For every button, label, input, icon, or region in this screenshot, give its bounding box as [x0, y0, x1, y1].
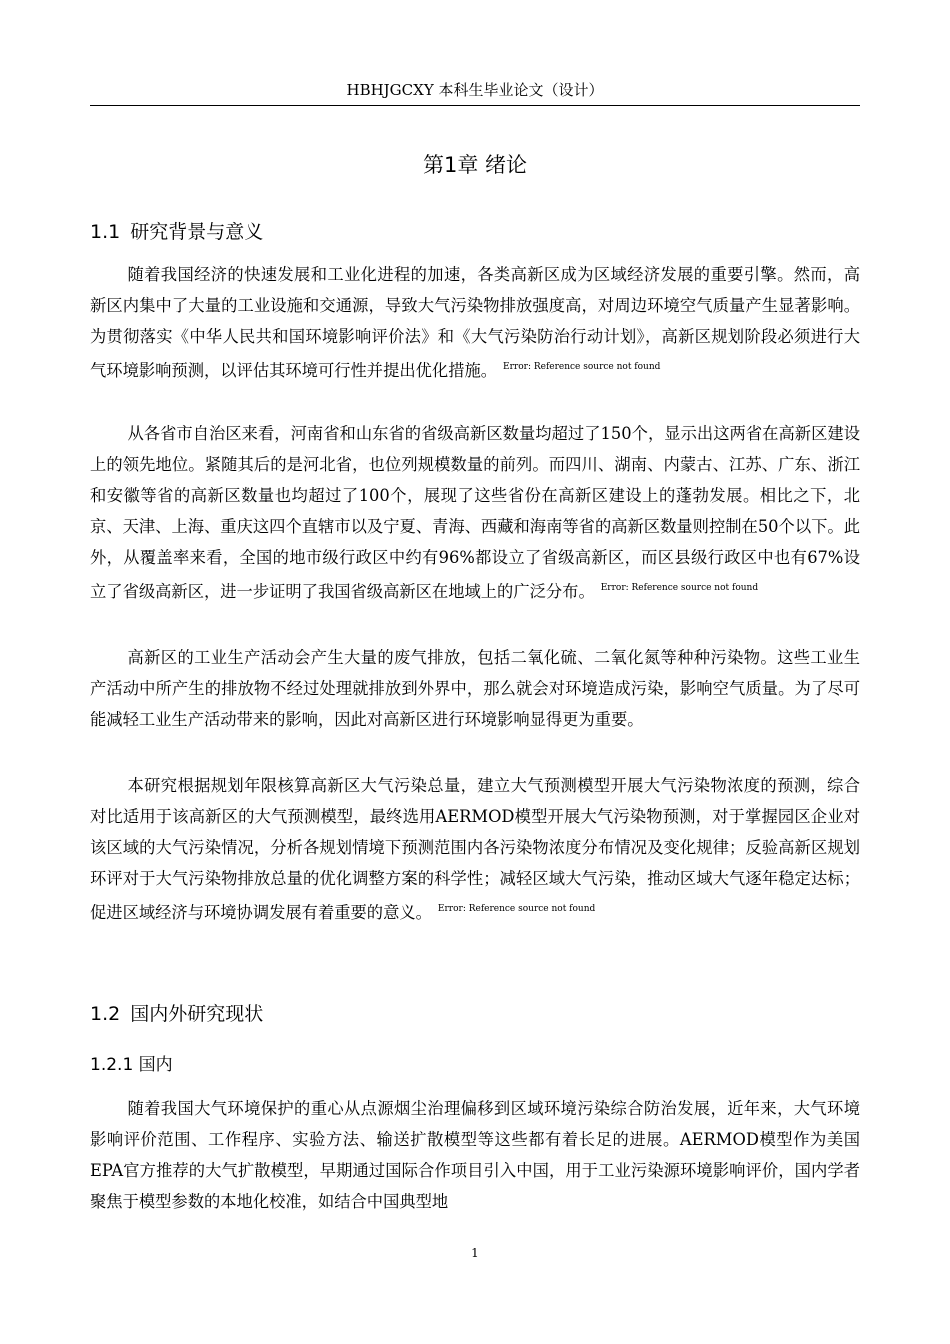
- section-title: 研究背景与意义: [130, 221, 264, 243]
- chapter-title: 第1章 绪论: [422, 153, 528, 177]
- section-heading-1-2: [90, 1000, 263, 1028]
- page-number: 1: [471, 1246, 479, 1260]
- paragraph: [90, 418, 860, 607]
- paragraph-text: 随着我国大气环境保护的重心从点源烟尘治理偏移到区域环境污染综合防治发展，近年来，大气环境影响评价范围、工作程序、实验方法、输送扩散模型等这些都有着长足的进展。AERMOD模型作为美国EPA官方推荐的大气扩散模型，早期通过国际合作项目引入中国，用于工业污染源环境影响评价，国内学者聚焦于模型参数的本地化校准，如结合中国典型地: [90, 1099, 860, 1211]
- subsection-heading-1-2-1: 1.2.1 国内: [90, 1055, 173, 1075]
- reference-error: Error: Reference source not found: [600, 583, 759, 593]
- page-header: HBHJGCXY 本科生毕业论文（设计）: [346, 81, 604, 99]
- section-heading-1-1: [90, 218, 263, 246]
- paragraph-text: 本研究根据规划年限核算高新区大气污染总量，建立大气预测模型开展大气污染物浓度的预测，综合对比适用于该高新区的大气预测模型，最终选用AERMOD模型开展大气污染物预测，对于掌握园区企业对该区域的大气污染情况，分析各规划情境下预测范围内各污染物浓度分布情况及变化规律；反验高新区规划环评对于大气污染物排放总量的优化调整方案的科学性；减轻区域大气污染，推动区域大气逐年稳定达标；促进区域经济与环境协调发展有着重要的意义。: [90, 776, 860, 922]
- paragraph: [90, 642, 860, 735]
- reference-error: Error: Reference source not found: [503, 362, 661, 372]
- reference-error: Error: Reference source not found: [437, 904, 596, 914]
- paragraph: [90, 259, 860, 386]
- paragraph-text: 从各省市自治区来看，河南省和山东省的省级高新区数量均超过了150个，显示出这两省在高新区建设上的领先地位。紧随其后的是河北省，也位列规模数量的前列。而四川、湖南、内蒙古、江苏、广东、浙江和安徽等省的高新区数量也均超过了100个，展现了这些省份在高新区建设上的蓬勃发展。相比之下，北京、天津、上海、重庆这四个直辖市以及宁夏、青海、西藏和海南等省的高新区数量则控制在50个以下。此外，从覆盖率来看，全国的地市级行政区中约有96%都设立了省级高新区，而区县级行政区中也有67%设立了省级高新区，进一步证明了我国省级高新区在地域上的广泛分布。: [90, 424, 860, 601]
- header-rule: [90, 105, 860, 106]
- section-number: 1.1: [90, 221, 121, 243]
- paragraph: [90, 1093, 860, 1217]
- paragraph-text: 随着我国经济的快速发展和工业化进程的加速，各类高新区成为区域经济发展的重要引擎。然而，高新区内集中了大量的工业设施和交通源，导致大气污染物排放强度高，对周边环境空气质量产生显著影响。为贯彻落实《中华人民共和国环境影响评价法》和《大气污染防治行动计划》，高新区规划阶段必须进行大气环境影响预测，以评估其环境可行性并提出优化措施。: [90, 265, 860, 380]
- section-number: 1.2: [90, 1003, 121, 1025]
- paragraph-text: 高新区的工业生产活动会产生大量的废气排放，包括二氧化硫、二氧化氮等种种污染物。这些工业生产活动中所产生的排放物不经过处理就排放到外界中，那么就会对环境造成污染，影响空气质量。为了尽可能减轻工业生产活动带来的影响，因此对高新区进行环境影响显得更为重要。: [90, 648, 860, 729]
- section-title: 国内外研究现状: [130, 1003, 264, 1025]
- paragraph: [90, 770, 860, 928]
